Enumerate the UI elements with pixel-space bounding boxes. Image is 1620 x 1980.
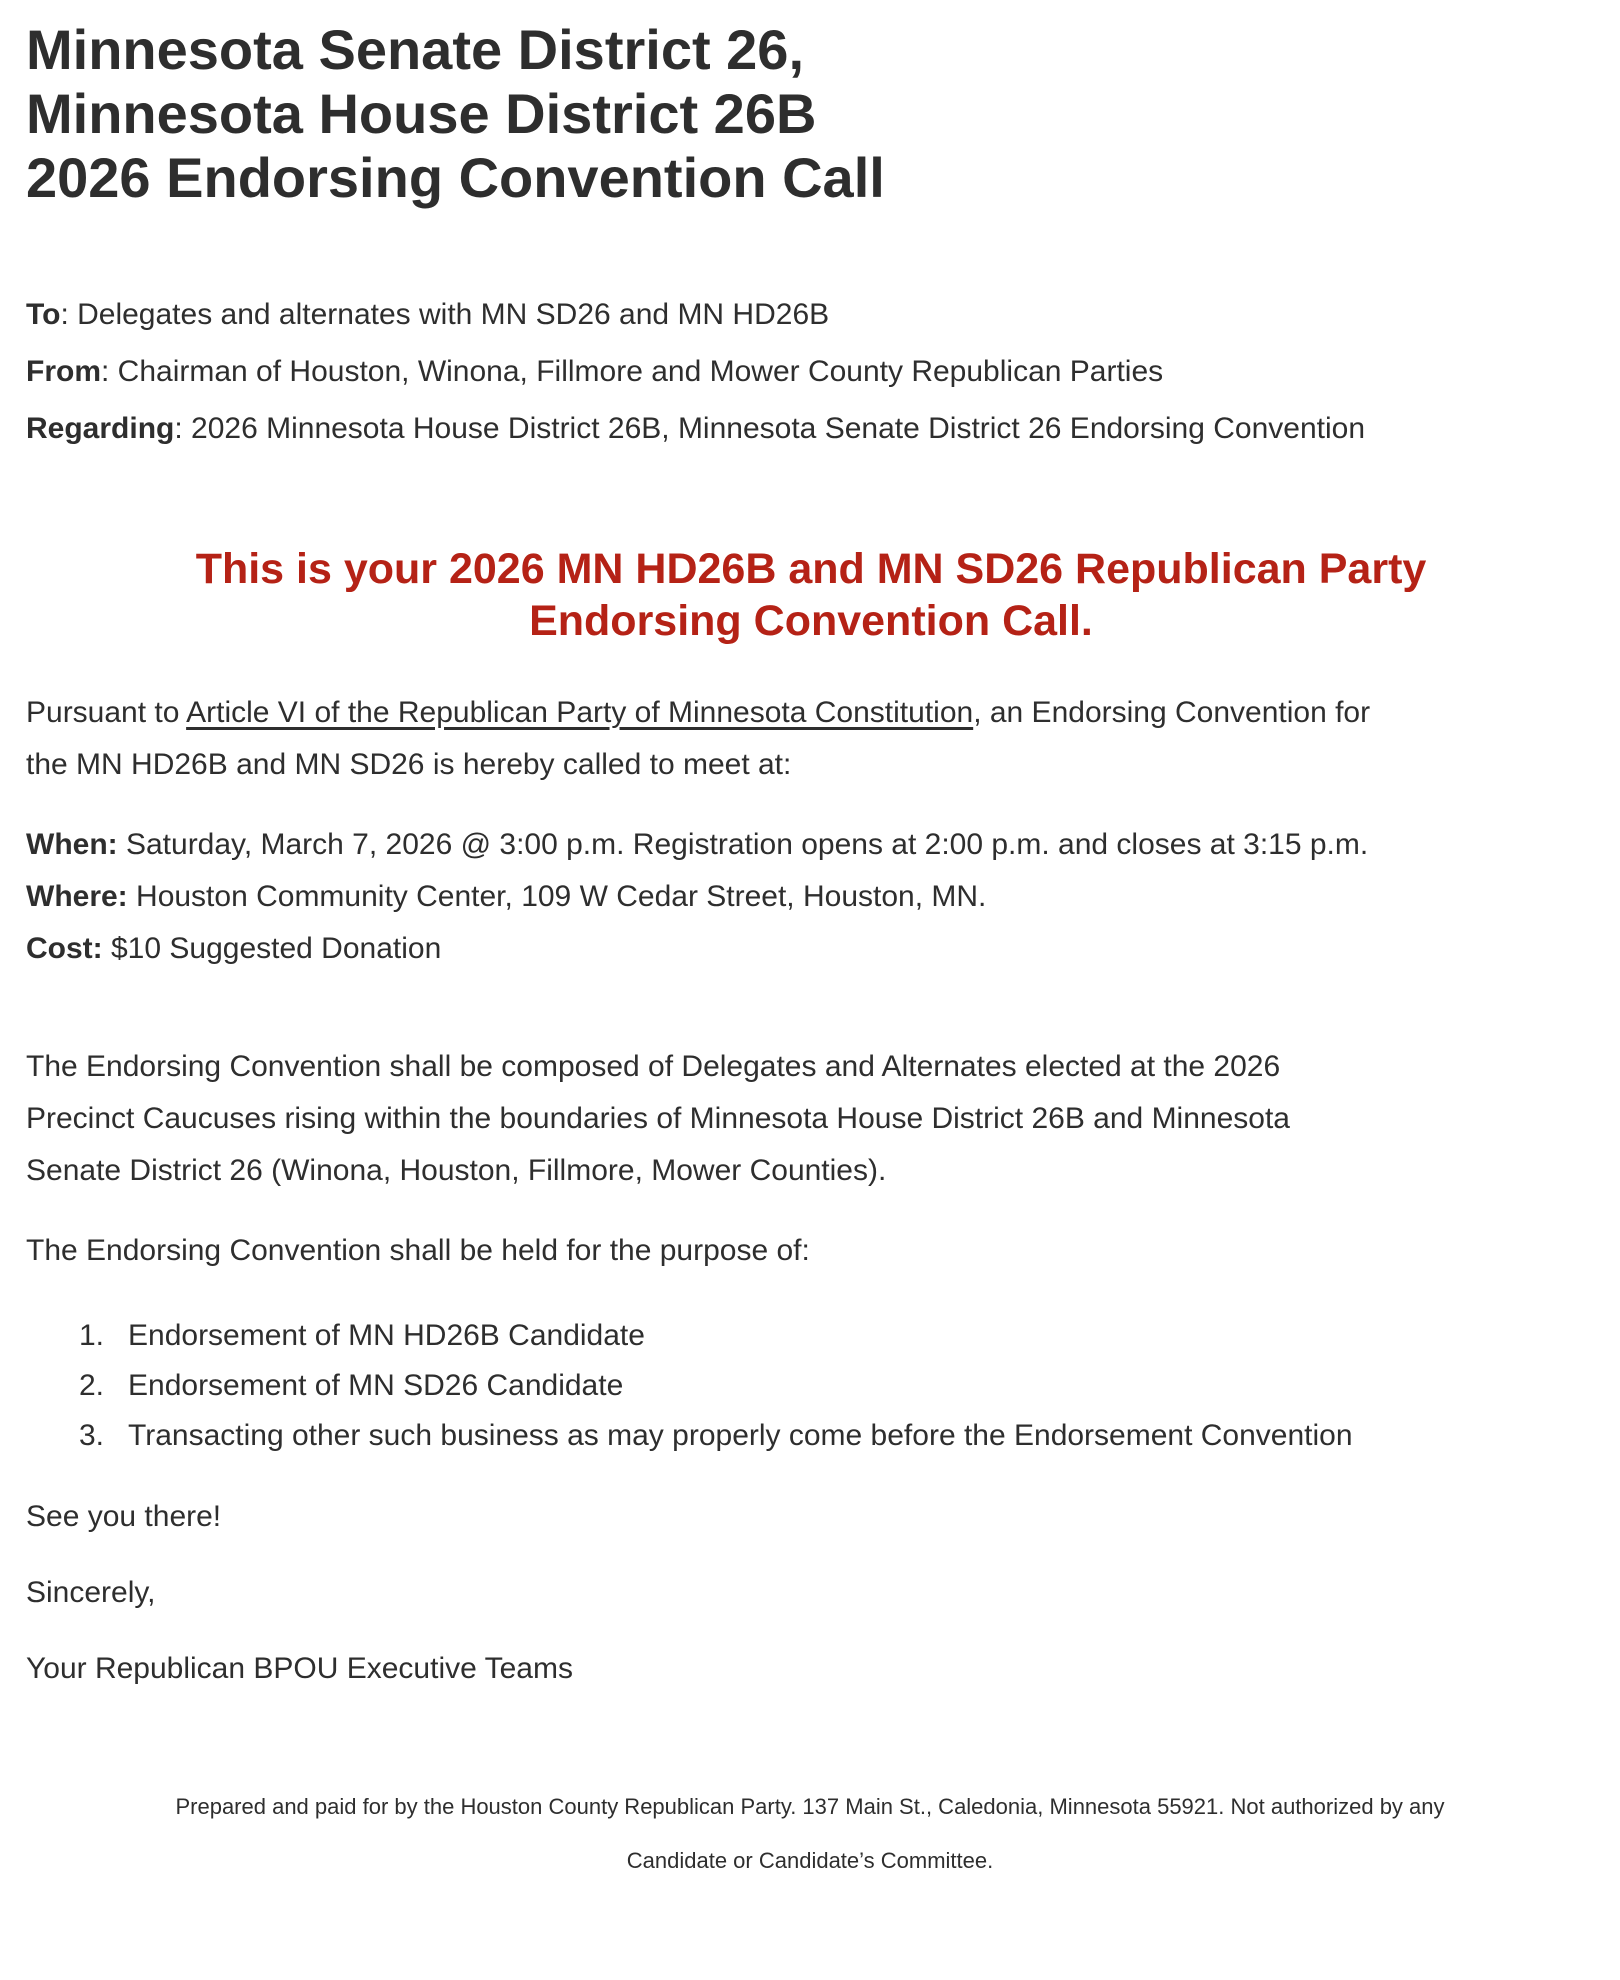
memo-regarding-value: : 2026 Minnesota House District 26B, Minnesota Senate District 26 Endorsing Convention [174,412,1365,445]
where-row [26,871,1596,923]
cost-value: $10 Suggested Donation [102,932,442,965]
see-you-text: See you there! [26,1500,222,1533]
footer-line-2: Candidate or Candidate’s Committee. [626,1848,994,1873]
memo-from-value: : Chairman of Houston, Winona, Fillmore and Mower County Republican Parties [101,355,1164,388]
when-label: When: [26,828,118,861]
cost-label: Cost: [26,932,103,965]
list-item-text: Endorsement of MN SD26 Candidate [128,1369,624,1402]
constitution-link[interactable]: Article VI of the Republican Party of Minnesota Constitution [186,696,974,729]
memo-to-row [26,286,1596,343]
composition-line-2: Precinct Caucuses rising within the boundaries of Minnesota House District 26B and Minnesota [26,1102,1290,1135]
document-page [26,0,1596,1695]
title-line-2: Minnesota House District 26B [26,82,817,145]
intro-prefix: Pursuant to [26,696,187,729]
list-item-text: Transacting other such business as may properly come before the Endorsement Convention [128,1419,1353,1452]
intro-line-2: the MN HD26B and MN SD26 is hereby called to meet at: [26,748,792,781]
title-line-1: Minnesota Senate District 26, [26,18,805,81]
when-value: Saturday, March 7, 2026 @ 3:00 p.m. Registration opens at 2:00 p.m. and closes at 3:15 p.m. [117,828,1369,861]
memo-regarding-label: Regarding [26,412,175,445]
memo-regarding-row [26,400,1596,457]
intro-paragraph [26,687,1596,791]
where-value: Houston Community Center, 109 W Cedar Street, Houston, MN. [127,880,987,913]
composition-line-1: The Endorsing Convention shall be composed of Delegates and Alternates elected at the 2026 [26,1050,1281,1083]
event-details [26,819,1596,975]
list-item-number: 3. [78,1419,104,1452]
memo-to-label: To [26,298,61,331]
where-label: Where: [26,880,128,913]
signature-text: Your Republican BPOU Executive Teams [26,1652,573,1685]
document-title [26,0,1596,210]
list-item-number: 2. [78,1369,104,1402]
sincerely-text: Sincerely, [26,1576,156,1609]
purpose-list [26,1311,1596,1461]
cost-row [26,923,1596,975]
memo-to-value: : Delegates and alternates with MN SD26 and MN HD26B [60,298,830,331]
callout-line-1: This is your 2026 MN HD26B and MN SD26 Republican Party [195,545,1427,593]
memo-from-row [26,343,1596,400]
footer-line-1: Prepared and paid for by the Houston County Republican Party. 137 Main St., Caledonia, Minnesota 55921. Not authorized by any [175,1794,1445,1819]
list-item-text: Endorsement of MN HD26B Candidate [128,1319,645,1352]
list-item [26,1311,1596,1361]
title-line-3: 2026 Endorsing Convention Call [26,146,885,209]
convention-call-callout [26,543,1596,647]
composition-paragraph [26,1041,1596,1197]
callout-line-2: Endorsing Convention Call. [529,597,1093,645]
memo-from-label: From [26,355,101,388]
disclaimer-footer [0,1780,1620,1888]
when-row [26,819,1596,871]
list-item [26,1361,1596,1411]
purpose-intro: The Endorsing Convention shall be held for the purpose of: [26,1234,810,1267]
list-item-number: 1. [78,1319,104,1352]
memo-header [26,286,1596,457]
intro-suffix: , an Endorsing Convention for [973,696,1371,729]
list-item [26,1411,1596,1461]
composition-line-3: Senate District 26 (Winona, Houston, Fillmore, Mower Counties). [26,1154,887,1187]
